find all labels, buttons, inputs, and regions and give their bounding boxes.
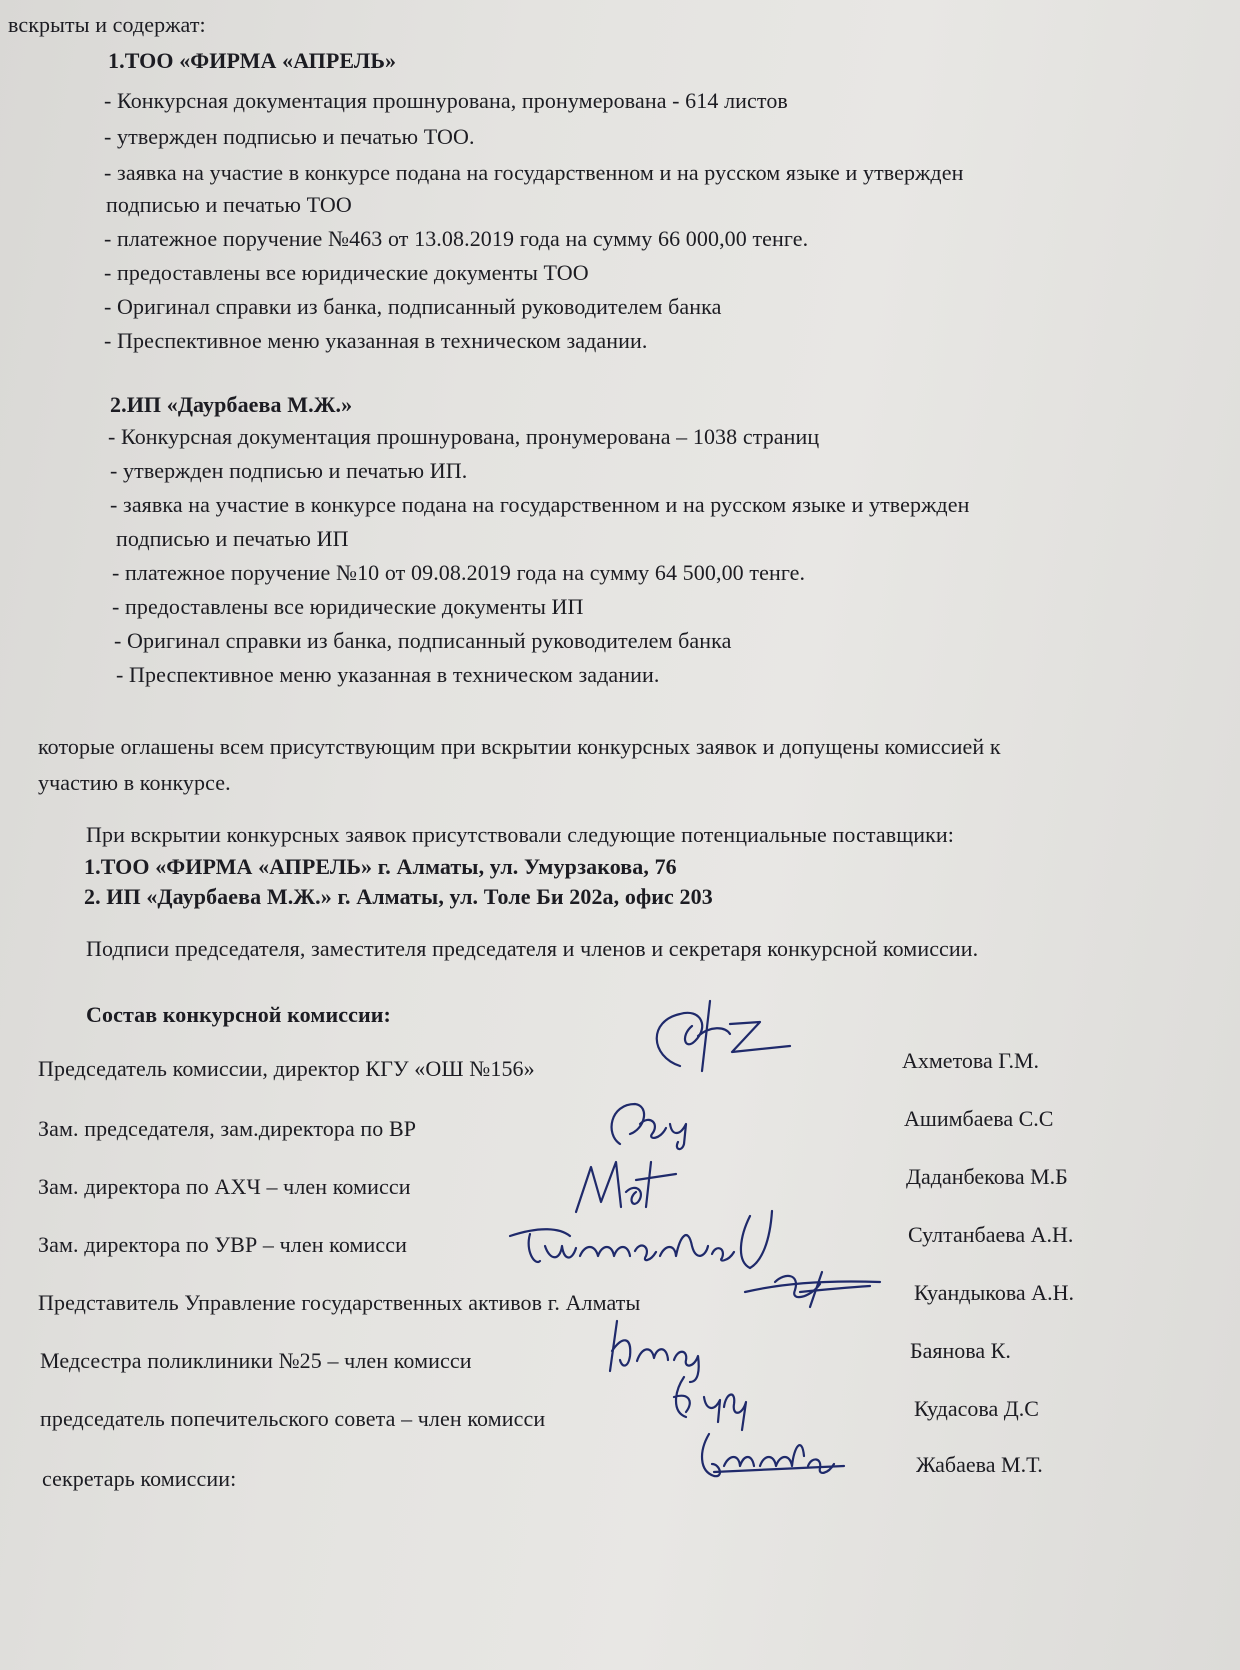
bidder2-item: - Преспективное меню указанная в техническом задании.: [116, 662, 660, 687]
commission-heading: Состав конкурсной комиссии:: [86, 1002, 391, 1027]
member-role: Зам. председателя, зам.директора по ВР: [38, 1116, 417, 1141]
bidder1-item: - заявка на участие в конкурсе подана на государственном и на русском языке и утвержден: [104, 160, 964, 185]
bidder2-heading: 2.ИП «Даурбаева М.Ж.»: [110, 392, 353, 417]
member-name: Ахметова Г.М.: [902, 1048, 1040, 1073]
bidder2-item: - утвержден подписью и печатью ИП.: [110, 458, 468, 483]
member-name: Ашимбаева С.С: [904, 1106, 1054, 1131]
bidder1-item: подписью и печатью ТОО: [106, 192, 352, 217]
member-role: Председатель комиссии, директор КГУ «ОШ №156»: [38, 1056, 535, 1081]
bidder2-item: - предоставлены все юридические документы ИП: [112, 594, 584, 619]
member-role: председатель попечительского совета – член комисси: [40, 1406, 546, 1431]
bidder2-item: - заявка на участие в конкурсе подана на государственном и на русском языке и утвержден: [110, 492, 970, 517]
member-name: Баянова К.: [910, 1338, 1011, 1363]
bidder2-item: - Конкурсная документация прошнурована, пронумерована – 1038 страниц: [108, 424, 820, 449]
member-name: Султанбаева А.Н.: [908, 1222, 1074, 1247]
deputy-chairman-signature-icon: [600, 1094, 710, 1154]
member-role: Медсестра поликлиники №25 – член комисси: [40, 1348, 472, 1373]
bidder2-item: подписью и печатью ИП: [116, 526, 349, 551]
member-role: секретарь комиссии:: [42, 1466, 237, 1491]
bidder1-heading: 1.ТОО «ФИРМА «АПРЕЛЬ»: [108, 48, 397, 73]
announce-line: участию в конкурсе.: [38, 770, 231, 795]
secretary-signature-icon: [694, 1426, 854, 1486]
bidder1-item: - Конкурсная документация прошнурована, пронумерована - 614 листов: [104, 88, 788, 113]
announce-line: которые оглашены всем присутствующим при вскрытии конкурсных заявок и допущены комиссией к: [38, 734, 1001, 759]
signatures-note: Подписи председателя, заместителя председателя и членов и секретаря конкурсной комиссии.: [86, 936, 979, 961]
bidder2-item: - платежное поручение №10 от 09.08.2019 года на сумму 64 500,00 тенге.: [112, 560, 806, 585]
bidder1-item: - платежное поручение №463 от 13.08.2019 года на сумму 66 000,00 тенге.: [104, 226, 809, 251]
present-supplier: 2. ИП «Даурбаева М.Ж.» г. Алматы, ул. Толе Би 202а, офис 203: [84, 884, 713, 909]
member-name: Даданбекова М.Б: [906, 1164, 1068, 1189]
bidder1-item: - утвержден подписью и печатью ТОО.: [104, 124, 475, 149]
bidder2-item: - Оригинал справки из банка, подписанный руководителем банка: [114, 628, 732, 653]
board-chairman-signature-icon: [664, 1372, 774, 1432]
bidder1-item: - Преспективное меню указанная в техническом задании.: [104, 328, 648, 353]
member-role: Зам. директора по УВР – член комисси: [38, 1232, 408, 1257]
bidder1-item: - предоставлены все юридические документы ТОО: [104, 260, 589, 285]
member-name: Кудасова Д.С: [914, 1396, 1039, 1421]
bidder1-item: - Оригинал справки из банка, подписанный руководителем банка: [104, 294, 722, 319]
state-assets-rep-signature-icon: [740, 1262, 890, 1312]
intro-text: вскрыты и содержат:: [8, 12, 206, 37]
chairman-signature-icon: [640, 996, 820, 1076]
present-supplier: 1.ТОО «ФИРМА «АПРЕЛЬ» г. Алматы, ул. Умурзакова, 76: [84, 854, 677, 879]
member-name: Куандыкова А.Н.: [914, 1280, 1074, 1305]
member-role: Представитель Управление государственных активов г. Алматы: [38, 1290, 641, 1315]
member-name: Жабаева М.Т.: [916, 1452, 1043, 1477]
present-intro: При вскрытии конкурсных заявок присутствовали следующие потенциальные поставщики:: [86, 822, 954, 847]
member-role: Зам. директора по АХЧ – член комисси: [38, 1174, 411, 1199]
